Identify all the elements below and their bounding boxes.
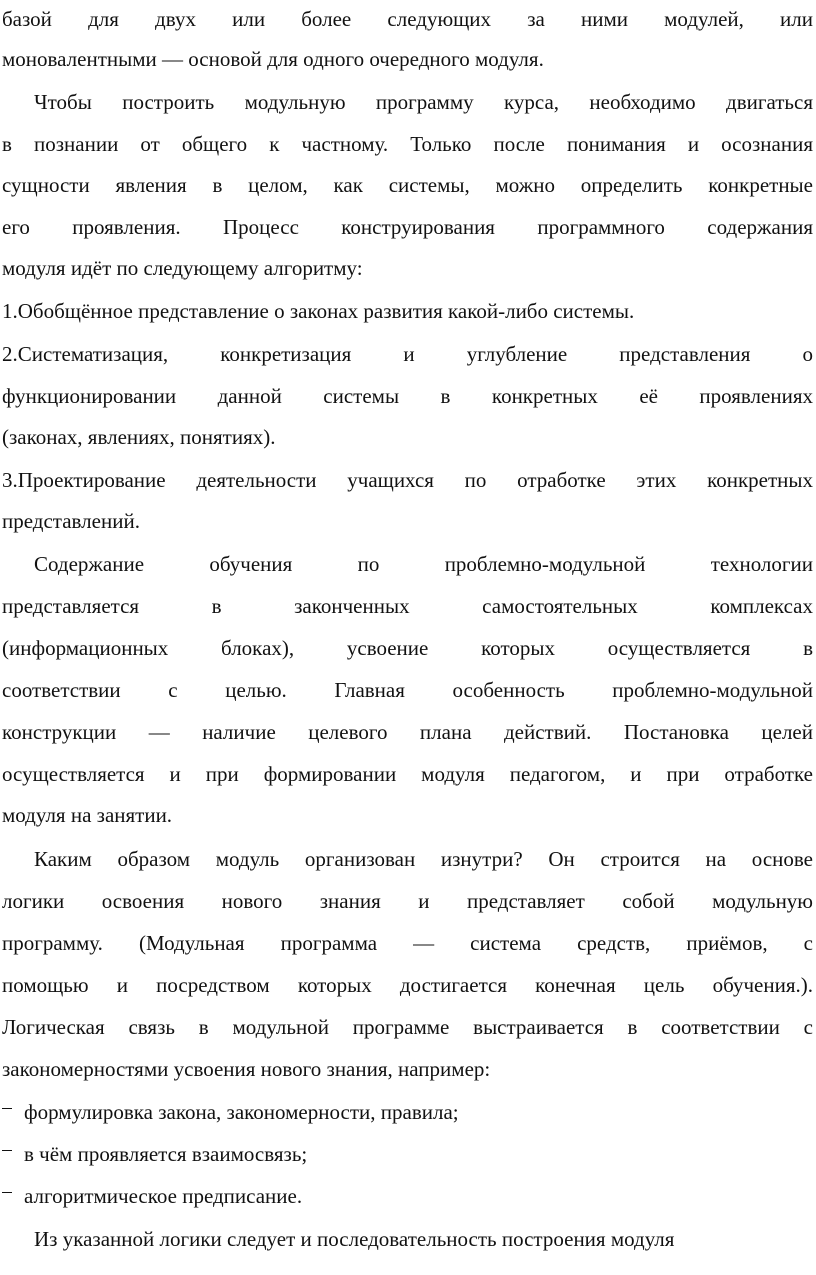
text-line-16: (информационных блоках), усвоение которых осуществляется в	[2, 636, 813, 660]
text-line-19: осуществляется и при формировании модуля педагогом, и при отработке	[2, 762, 813, 786]
paragraph-4-line-1: Каким образом модуль организован изнутри? Он строится на основе	[34, 847, 813, 871]
text-line-1: базой для двух или более следующих за ними модулей, или	[2, 7, 813, 31]
bullet-item-3	[2, 1183, 813, 1209]
text-line-2: моновалентными — основой для одного очередного модуля.	[2, 47, 544, 71]
text-line-25: Логическая связь в модульной программе выстраивается в соответствии с	[2, 1015, 813, 1039]
paragraph-5-line-1: Из указанной логики следует и последовательность построения модуля	[34, 1227, 675, 1251]
text-line-5: сущности явления в целом, как системы, можно определить конкретные	[2, 173, 813, 197]
paragraph-3-line-1: Содержание обучения по проблемно-модульной технологии	[34, 552, 813, 576]
bullet-item-1	[2, 1099, 813, 1125]
bullet-text: алгоритмическое предписание.	[24, 1184, 303, 1208]
text-line-20: модуля на занятии.	[2, 803, 173, 827]
text-line-18: конструкции — наличие целевого плана действий. Постановка целей	[2, 720, 813, 744]
numbered-item-3-line-2: представлений.	[2, 509, 140, 533]
paragraph-2-line-1: Чтобы построить модульную программу курса, необходимо двигаться	[34, 90, 813, 114]
text-line-7: модуля идёт по следующему алгоритму:	[2, 256, 363, 280]
dash-bullet-icon	[2, 1108, 12, 1109]
text-line-6: его проявления. Процесс конструирования программного содержания	[2, 215, 813, 239]
numbered-item-2-line-1: 2.Систематизация, конкретизация и углубление представления о	[2, 342, 813, 366]
dash-bullet-icon	[2, 1192, 12, 1193]
numbered-item-3-line-1: 3.Проектирование деятельности учащихся по отработке этих конкретных	[2, 468, 813, 492]
numbered-item-1: 1.Обобщённое представление о законах развития какой-либо системы.	[2, 299, 635, 323]
bullet-item-2	[2, 1141, 813, 1167]
numbered-item-2-line-2: функционировании данной системы в конкретных её проявлениях	[2, 384, 813, 408]
bullet-text: в чём проявляется взаимосвязь;	[24, 1142, 308, 1166]
text-line-26: закономерностями усвоения нового знания, например:	[2, 1057, 491, 1081]
text-line-24: помощью и посредством которых достигается конечная цель обучения.).	[2, 973, 813, 997]
dash-bullet-icon	[2, 1150, 12, 1151]
text-line-4: в познании от общего к частному. Только после понимания и осознания	[2, 132, 813, 156]
bullet-text: формулировка закона, закономерности, правила;	[24, 1100, 459, 1124]
text-line-17: соответствии с целью. Главная особенность проблемно-модульной	[2, 678, 813, 702]
numbered-item-2-line-3: (законах, явлениях, понятиях).	[2, 425, 276, 449]
text-line-22: логики освоения нового знания и представляет собой модульную	[2, 889, 813, 913]
text-line-23: программу. (Модульная программа — система средств, приёмов, с	[2, 931, 813, 955]
text-line-15: представляется в законченных самостоятельных комплексах	[2, 594, 813, 618]
